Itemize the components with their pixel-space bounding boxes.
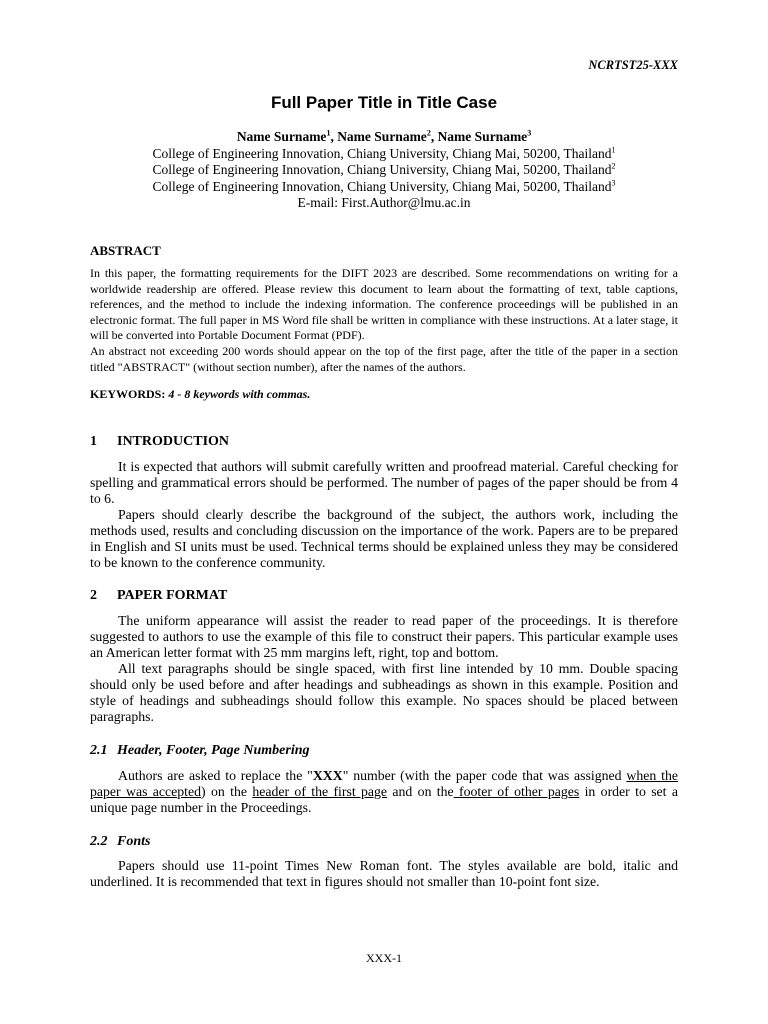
author-name-1: Name Surname <box>236 129 327 144</box>
abstract-body <box>90 266 678 375</box>
section-title: PAPER FORMAT <box>117 588 228 603</box>
keywords-value: 4 - 8 keywords with commas. <box>168 387 311 401</box>
author-sep-2: , <box>430 129 438 144</box>
author-name-2: Name Surname <box>337 129 427 144</box>
introduction-body <box>90 459 678 571</box>
subsection-title: Header, Footer, Page Numbering <box>117 743 310 758</box>
underlined-when-accepted: when the paper was accepted <box>90 768 678 799</box>
author-sup-3: 3 <box>527 128 532 138</box>
author-sup-2: 2 <box>426 128 431 138</box>
abstract-paragraph-2: An abstract not exceeding 200 words should appear on the top of the first page, after the title of the paper in a section titled "ABSTRACT" (without section number), after the names of the authors. <box>90 343 678 374</box>
paper-title: Full Paper Title in Title Case <box>270 93 498 112</box>
abstract-heading: ABSTRACT <box>90 243 161 258</box>
author-name-3: Name Surname <box>437 129 528 144</box>
keywords-label: KEYWORDS: <box>90 387 169 401</box>
author-names <box>90 129 678 146</box>
affiliation-3: College of Engineering Innovation, Chiang University, Chiang Mai, 50200, Thailand$^3$ <box>152 178 616 194</box>
author-block <box>90 129 678 212</box>
affiliation-2: College of Engineering Innovation, Chiang University, Chiang Mai, 50200, Thailand$^2$ <box>152 161 616 177</box>
fonts-body <box>90 858 678 890</box>
paper-code: NCRTST25-XXX <box>588 58 678 72</box>
paragraph: It is expected that authors will submit carefully written and proofread material. Careful checking for spelling and grammatical errors should be performed. The number of pages of the paper should be from 4 to 6. <box>90 459 678 506</box>
document-page <box>90 0 678 1024</box>
header-footer-body <box>90 768 678 816</box>
underlined-header-first-page: header of the first page <box>252 784 388 799</box>
underlined-footer-other-pages: footer of other pages <box>453 784 580 799</box>
paper-format-body <box>90 613 678 725</box>
author-sep-1: , <box>330 129 338 144</box>
paragraph: The uniform appearance will assist the reader to read paper of the proceedings. It is therefore suggested to authors to use the example of this file to construct their papers. This particular example uses an American letter format with 25 mm margins left, right, top and bottom. <box>90 613 678 660</box>
section-number: 1 <box>90 434 97 449</box>
xxx-placeholder: XXX <box>312 768 343 783</box>
paragraph: Papers should clearly describe the background of the subject, the authors work, including the methods used, results and concluding discussion on the importance of the work. Papers are to be prepared in English and SI units must be used. Technical terms should be explained unless they may be considered to be known to the conference community. <box>90 507 678 570</box>
abstract-paragraph-1: In this paper, the formatting requirements for the DIFT 2023 are described. Some recommendations on writing for a worldwide readership are offered. Please review this document to learn about the formatting of text, table captions, references, and the method to include the indexing information. The conference proceedings will be published in an electronic format. The full paper in MS Word file shall be written in compliance with these instructions. At a later stage, it will be converted into Portable Document Format (PDF). <box>90 266 678 343</box>
subsection-title: Fonts <box>117 834 151 849</box>
subsection-number: 2.1 <box>90 743 108 758</box>
paragraph: Papers should use 11-point Times New Roman font. The styles available are bold, italic and underlined. It is recommended that text in figures should not smaller than 10-point font size. <box>90 858 678 889</box>
subsection-heading-fonts <box>90 834 150 850</box>
author-sup-1: 1 <box>326 128 331 138</box>
paragraph: All text paragraphs should be single spaced, with first line intended by 10 mm. Double spacing should only be used before and after headings and subheadings as shown in this example. Position and style of headings and subheadings should follow this example. No spaces should be placed between paragraphs. <box>90 661 678 724</box>
section-number: 2 <box>90 588 97 603</box>
section-heading-paper-format <box>90 588 227 604</box>
subsection-heading-header-footer <box>90 743 310 759</box>
affiliation-1: College of Engineering Innovation, Chiang University, Chiang Mai, 50200, Thailand$^1$ <box>152 145 616 161</box>
author-email: E-mail: First.Author@lmu.ac.in <box>297 195 471 210</box>
section-title: INTRODUCTION <box>117 434 230 449</box>
subsection-number: 2.2 <box>90 834 108 849</box>
paragraph: Authors are asked to replace the "XXX" number (with the paper code that was assigned when the paper was accepted) on the header of the first page and on the footer of other pages in order to set a unique page number in the Proceedings. <box>90 768 678 815</box>
page-number: XXX-1 <box>366 951 402 965</box>
section-heading-introduction <box>90 434 229 450</box>
keywords-line <box>90 387 310 402</box>
